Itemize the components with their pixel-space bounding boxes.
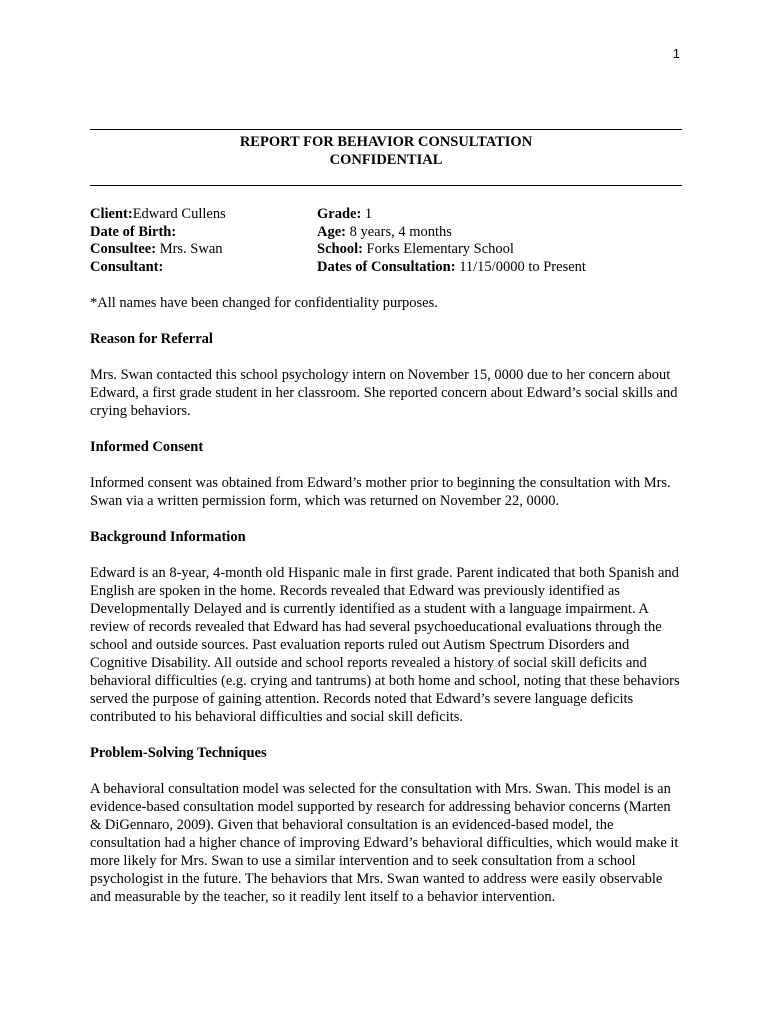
dob-label: Date of Birth: (90, 223, 177, 240)
consultee-row (90, 241, 226, 259)
consultee-value: Mrs. Swan (156, 241, 223, 257)
dates-value: 11/15/0000 to Present (455, 258, 586, 275)
section-body-informed-consent: Informed consent was obtained from Edward’s mother prior to beginning the consultation with Mrs. Swan via a written permission form, which was returned on November 22, 0000. (90, 475, 671, 509)
dates-row (317, 259, 586, 277)
report-title (90, 133, 682, 169)
dob-row (90, 224, 226, 242)
dates-label: Dates of Consultation: (317, 258, 456, 275)
report-title-line2: CONFIDENTIAL (329, 152, 443, 168)
section-body-reason-for-referral: Mrs. Swan contacted this school psychology intern on November 15, 0000 due to her concern about Edward, a first grade student in her classroom. She reported concern about Edward’s social skills and crying behaviors. (90, 367, 678, 419)
section-heading-informed-consent: Informed Consent (90, 439, 204, 455)
client-info-left-column (90, 206, 226, 276)
grade-label: Grade: (317, 206, 362, 222)
consultee-label: Consultee: (90, 241, 157, 257)
section-body-problem-solving-techniques: A behavioral consultation model was selected for the consultation with Mrs. Swan. This model is an evidence-based consultation model supported by research for addressing behavior concerns (Marten & DiGennaro, 2009). Given that behavioral consultation is an evidenced-based model, the consultation had a higher chance of improving Edward’s behavioral difficulties, which would make it more likely for Mrs. Swan to use a similar intervention and to seek consultation from a school psychologist in the future. The behaviors that Mrs. Swan wanted to address were easily observable and measurable by the teacher, so it readily lent itself to a behavior intervention. (90, 781, 679, 905)
section-heading-background-information: Background Information (90, 529, 246, 545)
section-heading-reason-for-referral: Reason for Referral (90, 331, 213, 347)
page-number: 1 (672, 46, 680, 61)
age-row (317, 224, 586, 242)
client-row (90, 206, 226, 224)
grade-value: 1 (361, 206, 373, 222)
section-heading-problem-solving-techniques: Problem-Solving Techniques (90, 745, 267, 761)
consultant-label: Consultant: (90, 258, 164, 275)
header-bottom-rule (90, 185, 682, 186)
client-value: Edward Cullens (132, 206, 226, 222)
header-top-rule (90, 129, 682, 130)
confidentiality-disclaimer: *All names have been changed for confidentiality purposes. (90, 295, 438, 311)
age-value: 8 years, 4 months (346, 223, 452, 240)
school-label: School: (317, 241, 363, 257)
client-info-right-column (317, 206, 586, 276)
section-body-background-information: Edward is an 8-year, 4-month old Hispanic male in first grade. Parent indicated that both Spanish and English are spoken in the home. Records revealed that Edward was previously identified as Developmentally Delayed and is currently identified as a student with a language impairment. A review of records revealed that Edward has had several psychoeducational evaluations through the school and outside sources. Past evaluation reports ruled out Autism Spectrum Disorders and Cognitive Disability. All outside and school reports revealed a history of social skill deficits and behavioral difficulties (e.g. crying and tantrums) at both home and school, noting that these behaviors served the purpose of gaining attention. Records noted that Edward’s severe language deficits contributed to his behavioral difficulties and social skill deficits. (90, 565, 680, 725)
report-body (90, 294, 682, 924)
consultant-row (90, 259, 226, 277)
report-title-line1: REPORT FOR BEHAVIOR CONSULTATION (239, 134, 533, 150)
age-label: Age: (317, 223, 346, 240)
school-row (317, 241, 586, 259)
school-value: Forks Elementary School (362, 241, 514, 257)
client-label: Client: (90, 206, 133, 222)
grade-row (317, 206, 586, 224)
